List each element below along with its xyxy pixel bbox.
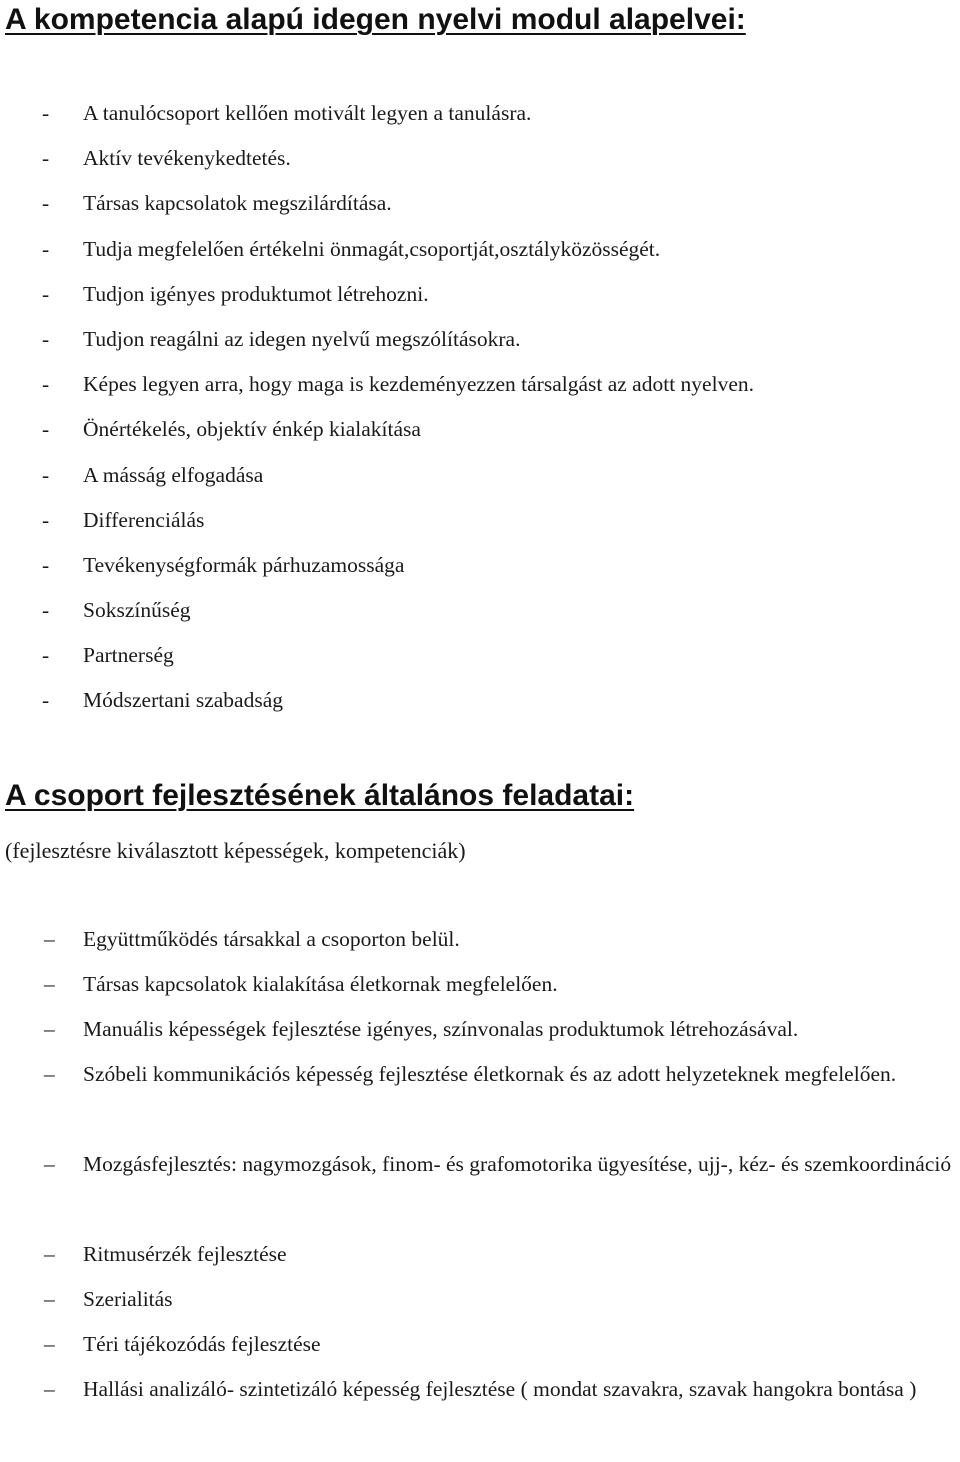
list-item-text: Manuális képességek fejlesztése igényes, színvonalas produktumok létrehozásával.: [83, 1017, 799, 1041]
bullet-dash: –: [44, 1287, 55, 1311]
section2-heading: A csoport fejlesztésének általános feladatai:: [5, 779, 635, 812]
bullet-dash: -: [42, 191, 50, 216]
list-item-text: Hallási analizáló- szintetizáló képesség fejlesztése ( mondat szavakra, szavak hangokra bontása ): [83, 1377, 917, 1401]
bullet-dash: -: [42, 236, 50, 261]
list-item-text: A tanulócsoport kellően motivált legyen a tanulásra.: [83, 101, 532, 125]
bullet-dash: –: [44, 972, 55, 996]
list-item-text: Differenciálás: [83, 507, 205, 532]
bullet-dash: -: [42, 326, 50, 351]
list-item-text: Együttműködés társakkal a csoporton belül.: [83, 927, 460, 951]
bullet-dash: –: [44, 1242, 55, 1266]
list-item-text: Tevékenységformák párhuzamossága: [83, 552, 405, 577]
bullet-dash: -: [42, 507, 50, 532]
list-item-text: Mozgásfejlesztés: nagymozgások, finom- és grafomotorika ügyesítése, ujj-, kéz- és szemkoordináció: [83, 1152, 952, 1176]
list-item-text: Módszertani szabadság: [83, 688, 283, 713]
bullet-dash: –: [44, 1062, 55, 1086]
list-item-text: Partnerség: [83, 643, 174, 668]
list-item-text: Tudjon igényes produktumot létrehozni.: [83, 281, 429, 306]
bullet-dash: -: [42, 372, 50, 397]
list-item-text: Aktív tevékenykedtetés.: [83, 146, 291, 171]
bullet-dash: –: [44, 1017, 55, 1041]
list-item-text: Társas kapcsolatok megszilárdítása.: [83, 191, 392, 216]
list-item-text: Szóbeli kommunikációs képesség fejlesztése életkornak és az adott helyzeteknek megfelelően.: [83, 1062, 897, 1086]
bullet-dash: -: [42, 688, 50, 713]
list-item-text: Sokszínűség: [83, 598, 191, 623]
list-item-text: Tudja megfelelően értékelni önmagát,csoportját,osztályközösségét.: [83, 236, 661, 261]
bullet-dash: –: [44, 1377, 55, 1401]
list-item-text: Téri tájékozódás fejlesztése: [83, 1332, 321, 1356]
bullet-dash: -: [42, 552, 50, 577]
list-item-text: Önértékelés, objektív énkép kialakítása: [83, 417, 421, 442]
bullet-dash: -: [42, 417, 50, 442]
list-item-text: Ritmusérzék fejlesztése: [83, 1242, 287, 1266]
bullet-dash: –: [44, 927, 55, 951]
section1-heading: A kompetencia alapú idegen nyelvi modul alapelvei:: [5, 3, 746, 36]
list-item-text: Tudjon reagálni az idegen nyelvű megszólításokra.: [83, 326, 521, 351]
bullet-dash: –: [44, 1152, 55, 1176]
bullet-dash: -: [42, 101, 50, 125]
bullet-dash: –: [44, 1332, 55, 1356]
bullet-dash: -: [42, 146, 50, 171]
bullet-dash: -: [42, 281, 50, 306]
list-item-text: A másság elfogadása: [83, 462, 264, 487]
list-item-text: Társas kapcsolatok kialakítása életkornak megfelelően.: [83, 972, 558, 996]
bullet-dash: -: [42, 643, 50, 668]
section2-subtitle: (fejlesztésre kiválasztott képességek, kompetenciák): [5, 838, 466, 863]
bullet-dash: -: [42, 598, 50, 623]
list-item-text: Szerialitás: [83, 1287, 173, 1311]
list-item-text: Képes legyen arra, hogy maga is kezdeményezzen társalgást az adott nyelven.: [83, 372, 754, 397]
bullet-dash: -: [42, 462, 50, 487]
